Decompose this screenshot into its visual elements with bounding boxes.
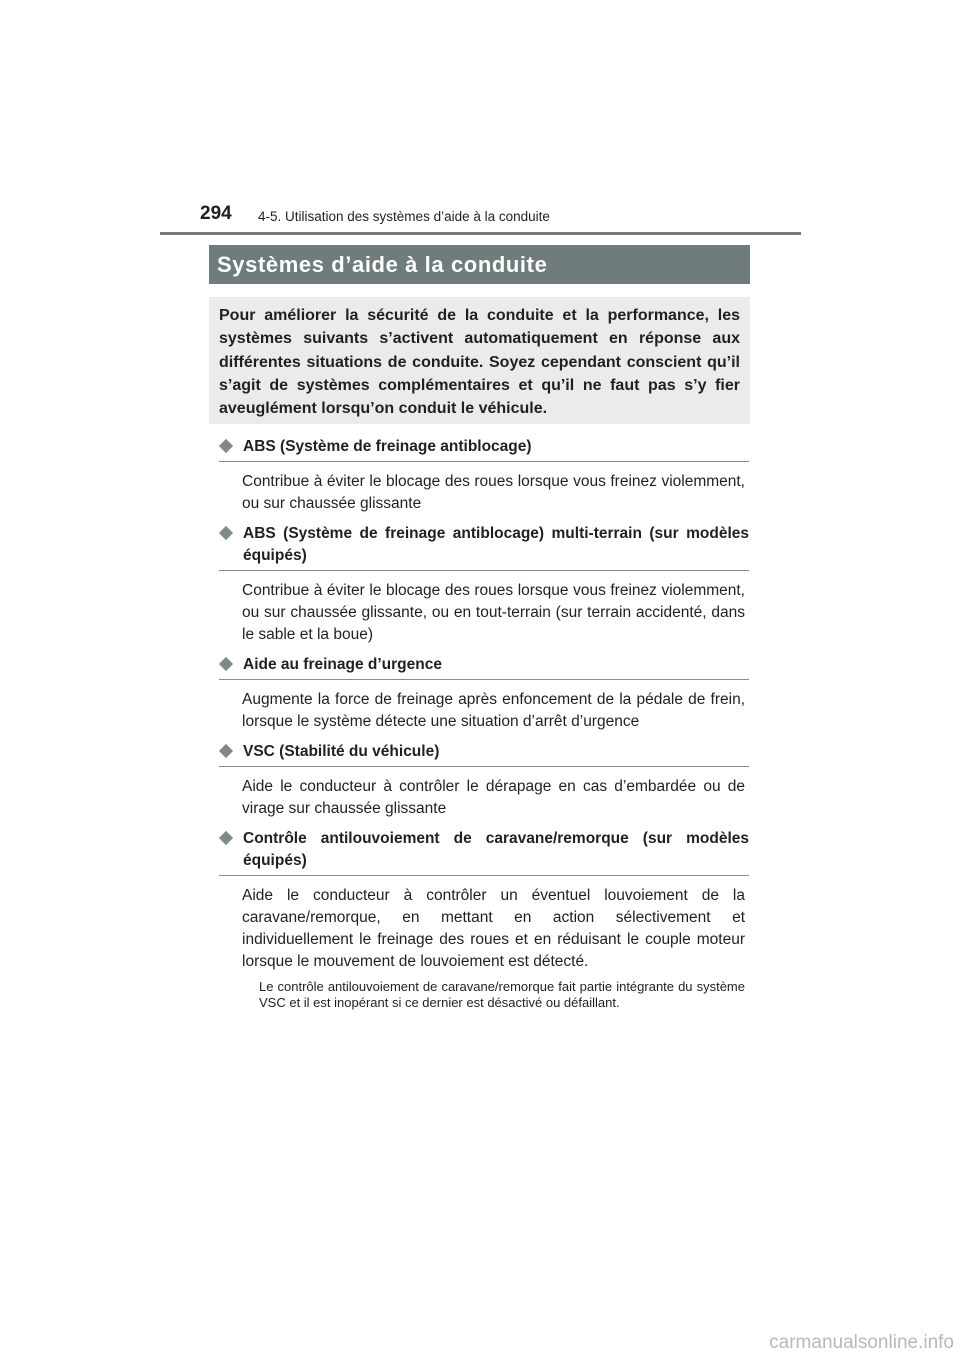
title-banner [209, 245, 750, 284]
diamond-bullet-icon [219, 439, 233, 453]
item-heading [219, 828, 749, 876]
item-heading [219, 741, 749, 767]
item-title: Contrôle antilouvoiement de caravane/remorque (sur modèles équipés) [243, 830, 749, 869]
item-note: Le contrôle antilouvoiement de caravane/remorque fait partie intégrante du système VSC et il est inopérant si ce dernier est désactivé ou défaillant. [259, 979, 745, 1010]
diamond-bullet-icon [219, 831, 233, 845]
diamond-bullet-icon [219, 526, 233, 540]
list-item [219, 654, 749, 733]
diamond-bullet-icon [219, 744, 233, 758]
page-number: 294 [200, 203, 232, 224]
diamond-bullet-icon [219, 657, 233, 671]
item-description: Contribue à éviter le blocage des roues lorsque vous freinez violemment, ou sur chaussée glissante [242, 473, 745, 512]
item-description: Augmente la force de freinage après enfoncement de la pédale de frein, lorsque le système détecte une situation d’arrêt d’urgence [242, 691, 745, 730]
list-item [219, 436, 749, 515]
item-description: Aide le conducteur à contrôler le dérapage en cas d’embardée ou de virage sur chaussée glissante [242, 778, 745, 817]
item-title: VSC (Stabilité du véhicule) [243, 743, 440, 760]
item-title: ABS (Système de freinage antiblocage) [243, 438, 532, 455]
list-item [219, 741, 749, 820]
watermark-link[interactable]: carmanualsonline.info [769, 1332, 954, 1353]
item-heading [219, 523, 749, 571]
list-item [219, 828, 749, 1011]
intro-box [209, 297, 750, 424]
item-heading [219, 654, 749, 680]
section-label: 4-5. Utilisation des systèmes d’aide à la conduite [258, 209, 550, 224]
item-description: Aide le conducteur à contrôler un éventuel louvoiement de la caravane/remorque, en mettant en action sélectivement et individuellement le freinage des roues et en réduisant le couple moteur lorsque le mouvement de louvoiement est détecté. [242, 887, 745, 970]
page-title: Systèmes d’aide à la conduite [217, 252, 548, 277]
systems-list [219, 436, 749, 1019]
item-title: Aide au freinage d’urgence [243, 656, 442, 673]
list-item [219, 523, 749, 646]
intro-text: Pour améliorer la sécurité de la conduite et la performance, les systèmes suivants s’activent automatiquement en réponse aux différentes situations de conduite. Soyez cependant conscient qu’il s’agit de systèmes complémentaires et qu’il ne faut pas s’y fier aveuglément lorsqu’on conduit le véhicule. [219, 307, 740, 418]
item-heading [219, 436, 749, 462]
item-description: Contribue à éviter le blocage des roues lorsque vous freinez violemment, ou sur chaussée glissante, ou en tout-terrain (sur terrain accidenté, dans le sable et la boue) [242, 582, 745, 643]
item-title: ABS (Système de freinage antiblocage) multi-terrain (sur modèles équipés) [243, 525, 749, 564]
header-divider [160, 232, 801, 235]
